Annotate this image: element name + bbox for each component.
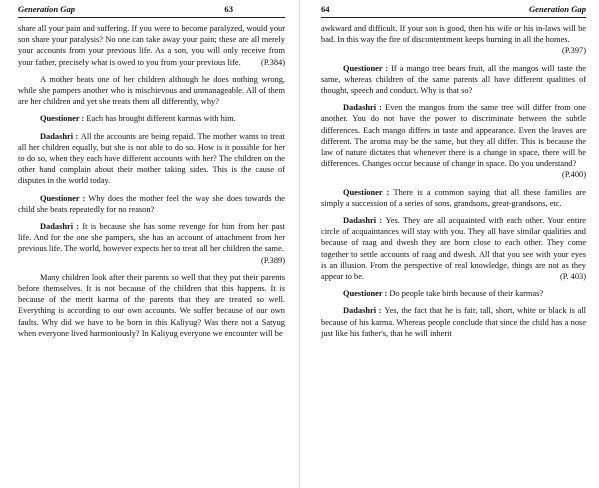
paragraph-text: Even the mangos from the same tree will differ from one another. You do not have the power to discriminate between the subtle differences. Each mango differs in taste and appearance. Even the leaves are different. The aroma may be the same, but they all differ. This is because the law of nature dictates that whenever there is a change in space, there will be differences. Changes occur because of change in space. Do you understand? <box>321 103 586 169</box>
paragraph-text: Do people take birth because of their karmas? <box>389 289 544 299</box>
paragraph <box>321 288 586 299</box>
speaker-label: Dadashri : <box>343 103 386 113</box>
right-header-title: Generation Gap <box>528 4 586 14</box>
speaker-label: Questioner : <box>343 63 392 73</box>
page-reference: (P.400) <box>562 170 586 180</box>
paragraph <box>321 102 586 180</box>
paragraph-text: All the accounts are being repaid. The mother wants to treat all her children equally, but she is not able to do so. How is it possible for her to do so, when they each have different accounts with her? The children on the other hand complain about their mother taking sides. This is the cause of disputes in the world today. <box>18 131 285 186</box>
paragraph <box>321 63 586 97</box>
paragraph <box>321 215 586 282</box>
speaker-label: Questioner : <box>40 114 87 124</box>
paragraph <box>321 23 586 57</box>
left-header-title: Generation Gap <box>18 4 76 14</box>
page-reference: (P.389) <box>261 255 285 265</box>
left-page-header <box>18 4 285 18</box>
paragraph-text: If a mango tree bears fruit, all the mangos will taste the same, whereas children of the same parents all have different qualities of thought, speech and conduct. Why is that so? <box>321 63 586 96</box>
paragraph <box>18 272 285 339</box>
paragraph-text: A mother beats one of her children although he does nothing wrong, while she pampers another who is mischievous and unmanageable. All of them are her children and yet she treats them all differently, why? <box>18 74 285 107</box>
paragraph <box>18 131 285 187</box>
paragraph-text: Yes, the fact that he is fair, tall, short, white or black is all because of his karma. Whereas people conclude that since the child has a nose just like his father's, that he will inherit <box>321 306 586 338</box>
paragraph <box>18 113 285 124</box>
right-page-number: 64 <box>321 4 330 14</box>
speaker-label: Dadashri : <box>343 306 385 316</box>
paragraph-text: awkward and difficult. If your son is good, then his wife or his in-laws will be bad. In this way the fire of discontentment keeps burning in all the homes. <box>321 24 586 45</box>
speaker-label: Dadashri : <box>343 216 386 226</box>
paragraph <box>18 74 285 108</box>
paragraph <box>18 221 285 266</box>
paragraph <box>18 193 285 215</box>
paragraph-text: Yes. They are all acquainted with each other. Your entire circle of acquaintances will stay with you. They all have similar qualities and because of raag and dwesh they are born close to each other. They come together to settle accounts of raag and dwesh. All that you see with your eyes is an illusion. From the perspective of real knowledge, things are not as they appear to be. <box>321 216 586 282</box>
paragraph <box>321 187 586 209</box>
paragraph <box>321 305 586 339</box>
paragraph-text: It is because she has some revenge for him from her past life. And for the one she pampers, she has an account of attachment from her previous life. The world, however expects her to treat all her children the same. <box>18 222 285 254</box>
right-page-header <box>321 4 586 18</box>
paragraph <box>18 23 285 68</box>
paragraph-text: share all your pain and suffering. If you were to become paralyzed, would your son share your paralysis? No one can take away your pain; these are all merely your accounts from your previous life. As a son, you will only receive from your father, precisely what is owed to you from your previous life. <box>18 24 285 67</box>
page-reference: (P.397) <box>562 46 586 56</box>
speaker-label: Questioner : <box>40 193 89 203</box>
left-page-number: 63 <box>224 4 233 14</box>
paragraph-text: Each has brought different karmas with him. <box>86 114 236 124</box>
paragraph-text: Many children look after their parents so well that they put their parents before themselves. It is not because of the children that this happens. It is because of the merit karma of the parents that they are treated so well. Everything is according to our own accounts. We suffer because of our own faults. Why did we have to be born in this Kaliyug? Was there not a Satyug when everyone lived harmoniously? In Kaliyug everyone we encounter will be <box>18 272 285 338</box>
speaker-label: Questioner : <box>343 187 394 197</box>
right-page <box>299 0 598 488</box>
speaker-label: Dadashri : <box>40 131 81 141</box>
left-page <box>0 0 299 488</box>
paragraph-text: Why does the mother feel the way she does towards the child she beats repeatedly for no reason? <box>18 193 285 214</box>
page-reference: (P.384) <box>261 57 285 67</box>
speaker-label: Dadashri : <box>40 222 83 232</box>
paragraph-text: There is a common saying that all these families are simply a succession of a series of sons, grandsons, great-grandsons, etc. <box>321 187 586 208</box>
speaker-label: Questioner : <box>343 289 390 299</box>
right-page-body <box>321 23 586 339</box>
left-page-body <box>18 23 285 339</box>
page-reference: (P. 403) <box>559 272 586 282</box>
